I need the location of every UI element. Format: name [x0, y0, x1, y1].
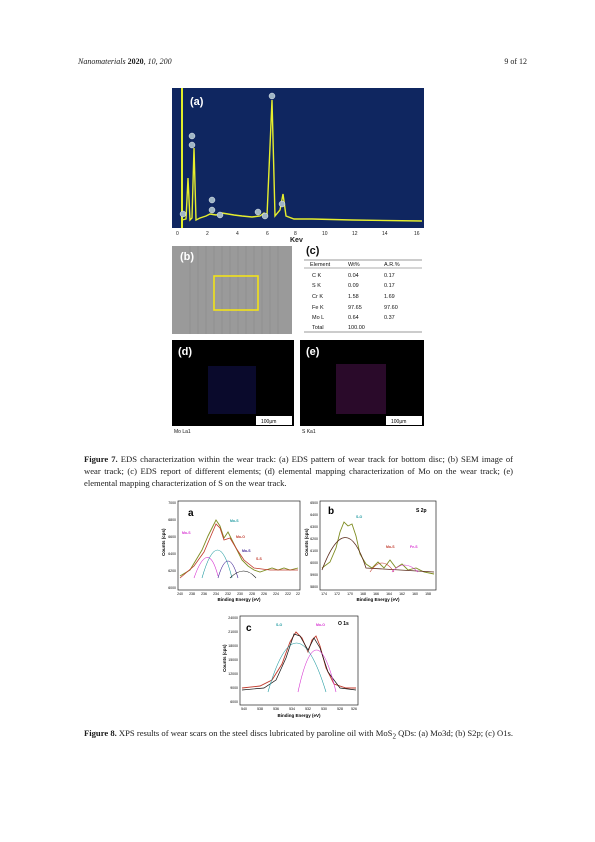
table-cell: Fe K: [312, 305, 324, 311]
x-tick: 168: [360, 592, 366, 596]
table-cell: 1.69: [384, 294, 395, 300]
x-tick: 536: [273, 707, 279, 711]
table-cell: 0.17: [384, 273, 395, 279]
peak-marker-cr: [255, 209, 261, 215]
figure-8: [160, 498, 438, 720]
caption-label: Figure 8.: [84, 728, 117, 738]
panel-c-label: (c): [306, 245, 320, 257]
x-tick: 540: [241, 707, 247, 711]
s-map-region: [336, 364, 386, 414]
x-tick: 12: [352, 231, 358, 237]
peak-annotation: Mo-S: [386, 545, 395, 549]
y-tick: 6000: [310, 561, 318, 565]
y-tick: 6500: [310, 501, 318, 505]
peak-annotation: S-O: [276, 623, 283, 627]
table-cell: 97.60: [384, 305, 398, 311]
y-tick: 6100: [310, 549, 318, 553]
table-cell: 0.17: [384, 283, 395, 289]
x-tick: 226: [261, 592, 267, 596]
y-axis-label: Counts (cps): [304, 528, 309, 556]
peak-marker-s: [209, 197, 215, 203]
y-tick: 6600: [168, 535, 176, 539]
x-tick: 538: [257, 707, 263, 711]
figure-7-caption: [84, 453, 513, 490]
figure-8-graphic: [160, 498, 438, 720]
peak-annotation: S-O: [356, 515, 363, 519]
map-label: Mo La1: [174, 429, 191, 433]
caption-subscript: 2: [392, 732, 397, 741]
figure-7-graphic: [172, 88, 424, 433]
caption-text: EDS characterization within the wear track: (a) EDS pattern of wear track for bottom disc; (b) SEM image of wear track; (c) EDS report of different elements; (d) elemental mapping characterization of Mo on the wear track; (e) elemental mapping characterization of S on the wear track.: [84, 454, 513, 489]
x-tick: 238: [189, 592, 195, 596]
scale-bar-label: 100μm: [261, 419, 277, 425]
mo-map-panel: [172, 340, 294, 433]
peak-marker-fe: [269, 93, 275, 99]
peak-annotation: Mo-S: [242, 549, 251, 553]
x-axis-label: Binding Energy (eV): [356, 597, 400, 602]
y-tick: 6400: [310, 513, 318, 517]
peak-marker-fe: [189, 142, 195, 148]
eds-spectrum-panel: [172, 88, 424, 244]
x-tick: 8: [294, 231, 297, 237]
x-tick: 526: [351, 707, 357, 711]
y-tick: 15000: [228, 658, 238, 662]
y-tick: 6200: [310, 537, 318, 541]
table-header: A.R.%: [384, 262, 400, 268]
x-tick: 236: [201, 592, 207, 596]
x-tick: 530: [321, 707, 327, 711]
x-tick: 4: [236, 231, 239, 237]
y-tick: 6800: [168, 518, 176, 522]
y-tick: 6300: [310, 525, 318, 529]
running-header: Nanomaterials 2020, 10, 200: [78, 57, 172, 66]
table-cell: 0.09: [348, 283, 359, 289]
eds-table-panel: [304, 245, 422, 332]
map-label: S Ka1: [302, 429, 316, 433]
table-cell: Total: [312, 325, 324, 331]
y-tick: 24000: [228, 616, 238, 620]
xps-s2p-panel: [304, 501, 436, 602]
panel-d-label: (d): [178, 346, 193, 358]
y-tick: 5900: [310, 573, 318, 577]
y-tick: 6400: [168, 552, 176, 556]
scale-bar-label: 100μm: [391, 419, 407, 425]
panel-e-label: (e): [306, 346, 320, 358]
table-cell: S K: [312, 283, 321, 289]
panel-label: c: [246, 623, 252, 634]
x-tick: 14: [382, 231, 388, 237]
y-tick: 21000: [228, 630, 238, 634]
figure-8-caption: [84, 727, 513, 743]
x-tick: 222: [285, 592, 291, 596]
panel-label: b: [328, 506, 335, 517]
y-tick: 6200: [168, 569, 176, 573]
journal-volume: 10: [147, 57, 156, 66]
peak-annotation: Fe-S: [410, 545, 418, 549]
table-cell: 100.00: [348, 325, 365, 331]
x-tick: 534: [289, 707, 295, 711]
journal-name: Nanomaterials: [78, 57, 126, 66]
peak-marker-mo: [209, 207, 215, 213]
y-tick: 12000: [228, 672, 238, 676]
xps-o1s-panel: [222, 616, 358, 718]
mo-map-region: [208, 366, 256, 414]
y-axis-label: Counts (cps): [161, 528, 166, 556]
eds-spectrum-background: [172, 88, 424, 228]
x-tick: 528: [337, 707, 343, 711]
peak-annotation: Mo-S: [182, 531, 191, 535]
table-cell: Mo L: [312, 315, 325, 321]
y-tick: 9000: [230, 686, 238, 690]
x-tick: 2: [206, 231, 209, 237]
x-tick: 6: [266, 231, 269, 237]
peak-annotation: Mo-O: [236, 535, 245, 539]
y-tick: 5800: [310, 585, 318, 589]
table-cell: 0.37: [384, 315, 395, 321]
s-map-panel: [300, 340, 424, 433]
xps-mo3d-panel: [161, 501, 300, 602]
peak-marker-fe: [262, 213, 268, 219]
plot-frame: [178, 501, 300, 590]
plot-frame: [320, 501, 436, 590]
panel-a-label: (a): [190, 96, 204, 108]
x-tick: 234: [213, 592, 219, 596]
x-tick: 172: [334, 592, 340, 596]
table-cell: 1.58: [348, 294, 359, 300]
peak-annotation: S-S: [256, 557, 262, 561]
y-axis-label: Counts (cps): [222, 644, 227, 672]
table-cell: Cr K: [312, 294, 323, 300]
x-unit-label: Kev: [290, 237, 303, 244]
x-tick: 158: [425, 592, 431, 596]
caption-text: XPS results of wear scars on the steel discs lubricated by paroline oil with MoS: [116, 728, 393, 738]
x-tick: 162: [399, 592, 405, 596]
panel-title: S 2p: [416, 508, 427, 514]
peak-annotation: Mo-O: [316, 623, 325, 627]
x-tick: 16: [414, 231, 420, 237]
article-number: 200: [159, 57, 172, 66]
caption-text: QDs: (a) Mo3d; (b) S2p; (c) O1s.: [396, 728, 513, 738]
peak-marker-cr: [217, 212, 223, 218]
x-tick: 240: [177, 592, 183, 596]
page-number: 9 of 12: [504, 57, 527, 66]
y-tick: 6000: [168, 586, 176, 590]
panel-title: O 1s: [338, 621, 349, 627]
x-tick: 224: [273, 592, 279, 596]
x-tick: 532: [305, 707, 311, 711]
table-cell: 97.65: [348, 305, 362, 311]
caption-label: Figure 7.: [84, 454, 118, 464]
x-tick: 166: [373, 592, 379, 596]
x-tick: 174: [321, 592, 327, 596]
table-cell: C K: [312, 273, 322, 279]
y-tick: 6000: [230, 700, 238, 704]
x-tick: 228: [249, 592, 255, 596]
x-tick: 10: [322, 231, 328, 237]
panel-label: a: [188, 508, 194, 519]
x-tick: 170: [347, 592, 353, 596]
sem-image-panel: [172, 246, 292, 334]
x-tick: 164: [386, 592, 392, 596]
x-tick: 22: [296, 592, 300, 596]
peak-marker-fe: [279, 201, 285, 207]
journal-year: 2020: [127, 57, 144, 66]
x-axis-label: Binding Energy (eV): [277, 713, 321, 718]
panel-b-label: (b): [180, 251, 195, 263]
table-cell: 0.04: [348, 273, 359, 279]
plot-frame: [240, 616, 358, 705]
peak-marker-fe: [189, 133, 195, 139]
table-header: Element: [310, 262, 331, 268]
table-cell: 0.64: [348, 315, 359, 321]
figure-7: [172, 88, 424, 433]
peak-marker-c: [180, 211, 186, 217]
x-tick: 232: [225, 592, 231, 596]
y-tick: 18000: [228, 644, 238, 648]
y-tick: 7000: [168, 501, 176, 505]
x-tick: 160: [412, 592, 418, 596]
table-header: Wt%: [348, 262, 360, 268]
x-tick: 230: [237, 592, 243, 596]
x-tick: 0: [176, 231, 179, 237]
peak-annotation: Mo-S: [230, 519, 239, 523]
x-axis-label: Binding Energy (eV): [217, 597, 261, 602]
